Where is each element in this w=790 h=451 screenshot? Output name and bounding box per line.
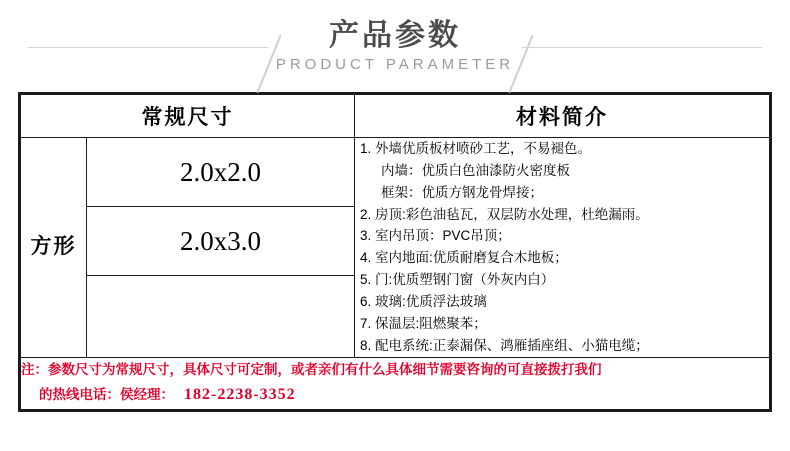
header-title-block <box>0 19 790 73</box>
material-description-list <box>355 138 769 357</box>
list-item-text: 门:优质塑钢门窗（外灰内白） <box>375 272 555 288</box>
list-item-text: 房顶:彩色油毡瓦，双层防水处理，杜绝漏雨。 <box>375 206 649 222</box>
note-line-2-text: 的热线电话：侯经理： <box>39 387 174 403</box>
parameter-table <box>20 94 770 410</box>
table-note-row <box>21 357 770 410</box>
list-item-text: 室内地面:优质耐磨复合木地板； <box>375 250 568 266</box>
list-item <box>375 335 769 357</box>
list-item <box>375 225 769 247</box>
list-item-text: 玻璃:优质浮法玻璃 <box>375 294 487 310</box>
size-cell-1: 2.0x2.0 <box>87 138 355 207</box>
list-item <box>375 204 769 226</box>
column-header-material: 材料简介 <box>355 95 770 138</box>
list-item-text: 保温层:阻燃聚苯； <box>375 315 487 331</box>
size-cell-2: 2.0x3.0 <box>87 207 355 276</box>
list-item <box>375 313 769 335</box>
note-text <box>21 358 769 410</box>
list-item-sub: 框架：优质方钢龙骨焊接； <box>381 184 543 200</box>
list-item-text: 外墙优质板材喷砂工艺，不易褪色。 <box>375 141 591 156</box>
table-row <box>21 138 770 207</box>
list-item <box>375 291 769 313</box>
category-cell-square: 方形 <box>21 138 87 358</box>
list-item <box>375 247 769 269</box>
list-item-sub: 内墙：优质白色油漆防火密度板 <box>381 162 570 178</box>
hotline-phone-number: 182-2238-3352 <box>184 386 296 404</box>
page-subtitle: PRODUCT PARAMETER <box>275 55 515 73</box>
list-item-text: 配电系统:正泰漏保、鸿雁插座组、小猫电缆； <box>375 337 649 353</box>
note-cell <box>21 357 770 410</box>
parameter-table-wrapper <box>18 92 772 412</box>
page-header <box>0 0 790 92</box>
list-item <box>375 269 769 291</box>
note-line-2 <box>21 381 769 409</box>
page-title: 产品参数 <box>329 19 461 53</box>
table-header-row <box>21 95 770 138</box>
note-line-1: 注：参数尺寸为常规尺寸，具体尺寸可定制，或者亲们有什么具体细节需要咨询的可直接拨打我们 <box>21 361 602 377</box>
material-description-cell <box>355 138 770 358</box>
size-cell-3 <box>87 276 355 357</box>
column-header-size: 常规尺寸 <box>21 95 355 138</box>
list-item <box>375 138 769 204</box>
list-item-text: 室内吊顶：PVC吊顶； <box>375 228 511 244</box>
